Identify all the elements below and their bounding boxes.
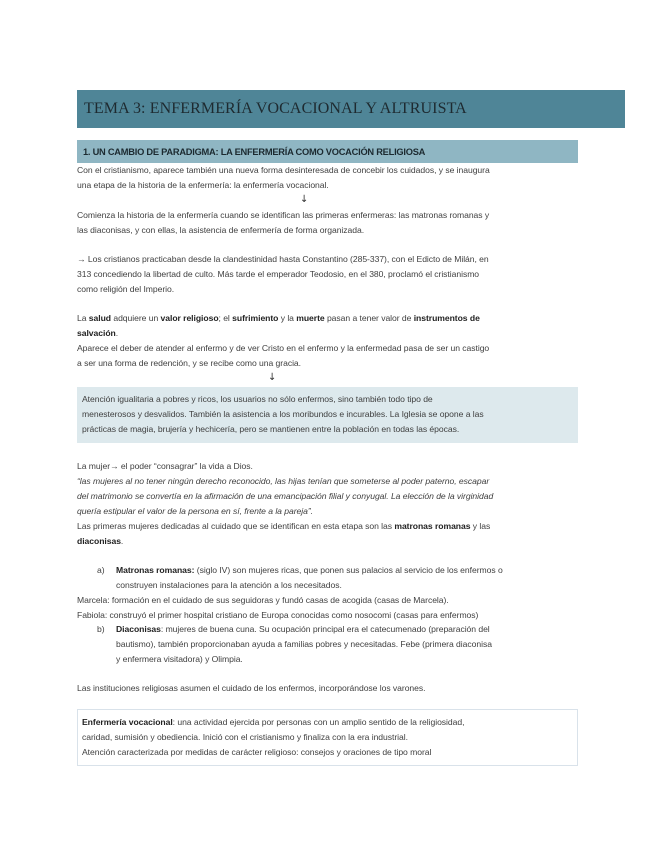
- list-item-b-line1: [116, 622, 490, 637]
- p4-text-5: pasan a tener valor de: [324, 313, 414, 323]
- p5-line4: [77, 504, 313, 519]
- box1-line1: Atención igualitaria a pobres y ricos, los usuarios no sólo enfermos, sino también todo tipo de: [82, 394, 433, 404]
- list-item-b-line3: y enfermera visitadora) y Olimpia.: [116, 654, 243, 664]
- p3-line1: → Los cristianos practicaban desde la clandestinidad hasta Constantino (285-337), con el Edicto de Milán, en: [77, 254, 489, 264]
- p5-period: .: [120, 536, 124, 546]
- p4-bold-salvacion: salvación: [77, 328, 116, 338]
- section-heading-bar: [77, 140, 578, 163]
- p4-line3: Aparece el deber de atender al enfermo y de ver Cristo en el enfermo y la enfermedad pasa de ser un castigo: [77, 343, 490, 353]
- p2-line1: Comienza la historia de la enfermería cuando se identifican las primeras enfermeras: las matronas romanas y: [77, 210, 490, 220]
- p5-line1: La mujer→ el poder “consagrar” la vida a Dios.: [77, 461, 253, 471]
- p4-bold-salud: salud: [88, 313, 111, 323]
- p4-line1: [77, 311, 480, 326]
- down-arrow-2: ↓: [268, 372, 277, 383]
- down-arrow-1: ↓: [300, 194, 309, 205]
- marcela-line: Marcela: formación en el cuidado de sus seguidoras y fundó casas de acogida (casas de Marcela).: [77, 595, 449, 605]
- p4-bold-muerte: muerte: [296, 313, 325, 323]
- section-heading: 1. UN CAMBIO DE PARADIGMA: LA ENFERMERÍA COMO VOCACIÓN RELIGIOSA: [83, 147, 426, 157]
- p1-line1: Con el cristianismo, aparece también una nueva forma desinteresada de concebir los cuidados, y se inaugura: [77, 165, 490, 175]
- box2-text: : una actividad ejercida por personas con un amplio sentido de la religiosidad,: [172, 717, 465, 727]
- list-item-a-line2: construyen instalaciones para la atención a los necesitados.: [116, 580, 342, 590]
- p6-line: Las instituciones religiosas asumen el cuidado de los enfermos, incorporándose los varones.: [77, 683, 426, 693]
- p5-bold-diaconisas: diaconisas: [77, 536, 121, 546]
- list-marker-b: b): [97, 624, 105, 634]
- p3-line2: 313 concediendo la libertad de culto. Más tarde el emperador Teodosio, en el 380, proclamó el cristianismo: [77, 269, 480, 279]
- list-b-text: : mujeres de buena cuna. Su ocupación principal era el catecumenado (preparación del: [160, 624, 490, 634]
- box2-line2: caridad, sumisión y obediencia. Inició con el cristianismo y finaliza con la era industrial.: [82, 732, 408, 742]
- page-title: TEMA 3: ENFERMERÍA VOCACIONAL Y ALTRUISTA: [84, 100, 467, 117]
- box1-line2: menesterosos y desvalidos. También la asistencia a los moribundos e incurables. La Iglesia se opone a las: [82, 409, 484, 419]
- box2-line3: Atención caracterizada por medidas de carácter religioso: consejos y oraciones de tipo moral: [82, 747, 432, 757]
- list-marker-a: a): [97, 565, 105, 575]
- p5-line6: [77, 534, 123, 549]
- p5-quote-2: del matrimonio se convertía en la afirmación de una emancipación filial y conyugal. La elección de la virginidad: [77, 491, 494, 501]
- p4-text-1: La: [77, 313, 89, 323]
- p5-bold-matronas: matronas romanas: [394, 521, 471, 531]
- p2-line2: las diaconisas, y con ellas, la asistencia de enfermería de forma organizada.: [77, 225, 365, 235]
- p5-line5: [77, 519, 490, 534]
- p4-text-3: ; el: [218, 313, 233, 323]
- p4-bold-sufrimiento: sufrimiento: [232, 313, 279, 323]
- fabiola-line: Fabiola: construyó el primer hospital cristiano de Europa conocidas como nosocomi (casas para enfermos): [77, 610, 479, 620]
- p5-text: Las primeras mujeres dedicadas al cuidado que se identifican en esta etapa son las: [77, 521, 395, 531]
- p4-text-4: y la: [278, 313, 297, 323]
- p5-text-end: y las: [470, 521, 491, 531]
- p4-text-2: adquiere un: [111, 313, 161, 323]
- p4-line4: a ser una forma de redención, y se recibe como una gracia.: [77, 358, 302, 368]
- box2-bold: Enfermería vocacional: [82, 717, 173, 727]
- p3-line3: como religión del Imperio.: [77, 284, 175, 294]
- page-title-bar: [77, 90, 625, 128]
- box2-line1: [82, 715, 464, 730]
- p1-line2: una etapa de la historia de la enfermería: la enfermería vocacional.: [77, 180, 329, 190]
- list-item-a-line1: [116, 563, 503, 578]
- list-b-bold: Diaconisas: [116, 624, 161, 634]
- p5-quote-3: quería estipular el valor de la persona en sí, frente a la pareja”.: [77, 506, 313, 516]
- p4-bold-valor: valor religioso: [160, 313, 219, 323]
- p5-quote-1: “las mujeres al no tener ningún derecho reconocido, las hijas tenían que someterse al poder paterno, escapar: [77, 476, 490, 486]
- p4-line2: [77, 326, 118, 341]
- p5-line2: [77, 474, 489, 489]
- list-a-text: (siglo IV) son mujeres ricas, que ponen sus palacios al servicio de los enfermos o: [194, 565, 503, 575]
- p5-line3: [77, 489, 493, 504]
- list-item-b-line2: bautismo), también proporcionaban ayuda a familias pobres y necesitadas. Febe (primera diaconisa: [116, 639, 492, 649]
- box1-line3: prácticas de magia, brujería y hechicería, pero se mantienen entre la población en todas las épocas.: [82, 424, 460, 434]
- list-a-bold: Matronas romanas:: [116, 565, 195, 575]
- p4-bold-instrumentos: instrumentos de: [413, 313, 480, 323]
- p4-text-6: .: [115, 328, 119, 338]
